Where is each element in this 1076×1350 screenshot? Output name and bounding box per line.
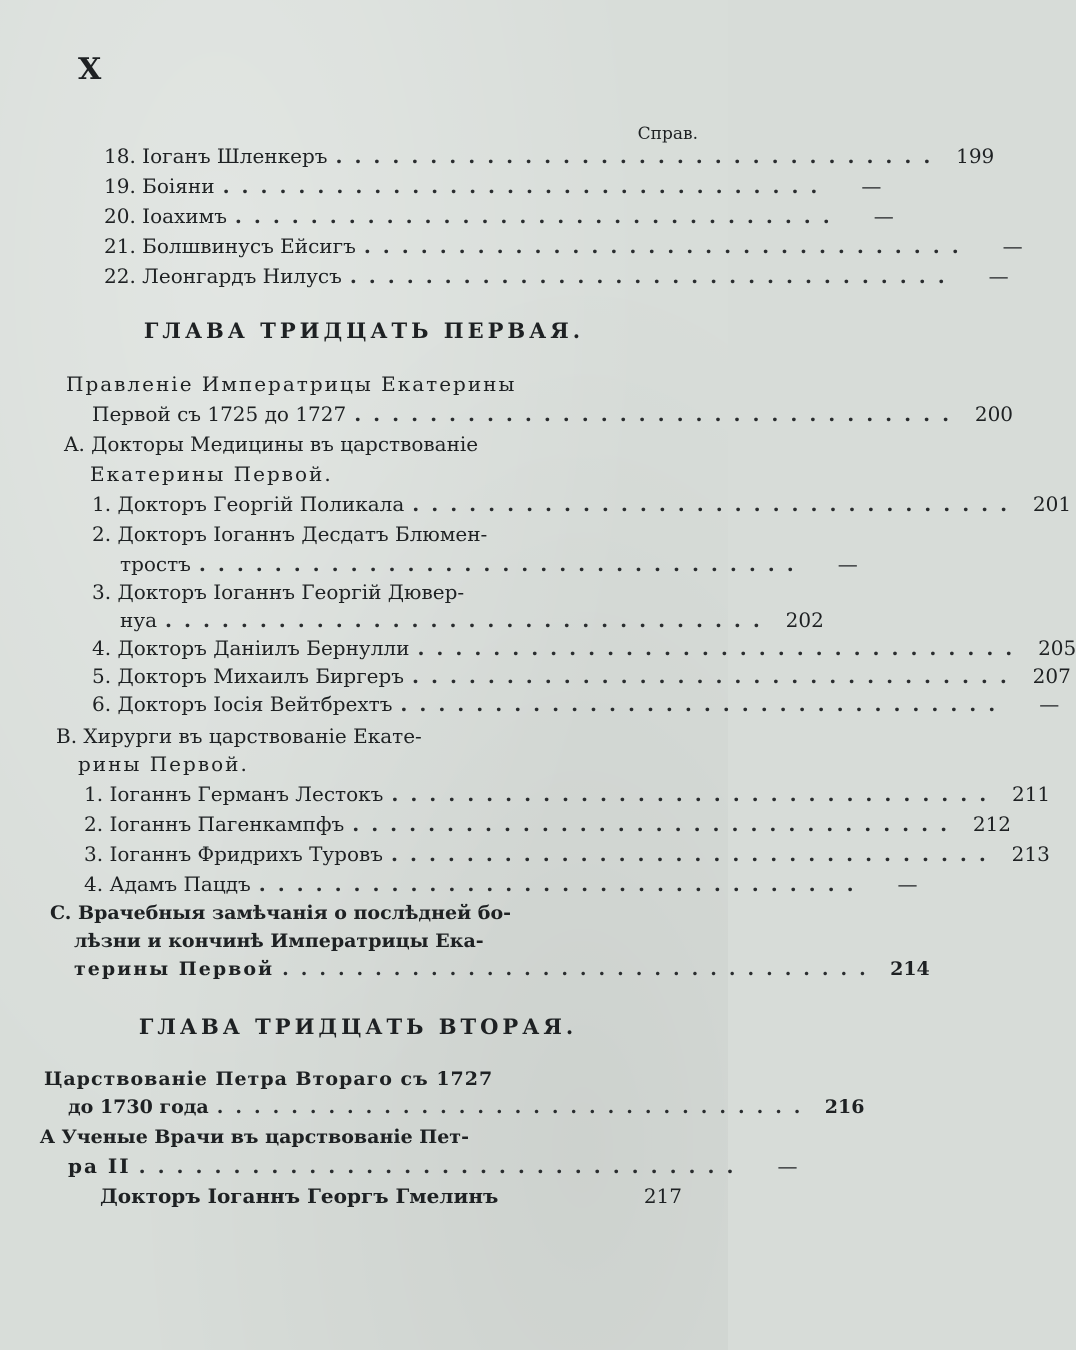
- toc-entry: 1. Іоганнъ Германъ Лестокъ ................................ 211: [84, 782, 1051, 806]
- toc-entry: Докторъ Іоганнъ Георгъ Гмелинъ 217: [100, 1184, 682, 1208]
- toc-entry: 2. Іоганнъ Пагенкампфъ ................................ 212: [84, 812, 1012, 836]
- toc-entry: терины Первой ................................ 214: [74, 958, 930, 980]
- section-heading: A Ученые Врачи въ царствованіе Пет-: [40, 1126, 469, 1148]
- toc-entry: нуа ................................ 202: [120, 608, 824, 632]
- toc-entry: 20. Іоахимъ ................................ —: [104, 204, 894, 228]
- page-column-header: Справ.: [637, 124, 698, 144]
- leader-dots: ................................: [216, 1096, 813, 1118]
- leader-dots: ................................: [412, 492, 1020, 516]
- leader-dots: ................................: [400, 692, 1008, 716]
- toc-entry: 18. Іоганъ Шленкеръ ................................ 199: [104, 144, 995, 168]
- chapter-intro-line: Царствованіе Петра Втораго съ 1727: [44, 1068, 494, 1090]
- section-heading-cont: рины Первой.: [78, 752, 249, 776]
- toc-entry: 22. Леонгардъ Нилусъ ................................ —: [104, 264, 1009, 288]
- leader-dots: ................................: [349, 264, 957, 288]
- leader-dots: ................................: [354, 402, 962, 426]
- toc-entry-line: 3. Докторъ Іоганнъ Георгій Дювер-: [92, 580, 465, 604]
- toc-entry: 3. Іоганнъ Фридрихъ Туровъ ................................ 213: [84, 842, 1050, 866]
- page-number: X: [78, 52, 103, 87]
- leader-dots: ................................: [417, 636, 1025, 660]
- leader-dots: ................................: [138, 1154, 746, 1178]
- leader-dots: ................................: [412, 664, 1019, 688]
- chapter-heading: ГЛАВА ТРИДЦАТЬ ПЕРВАЯ.: [143, 318, 585, 343]
- leader-dots: ................................: [222, 174, 830, 198]
- toc-entry: тростъ ................................ —: [120, 552, 858, 576]
- leader-dots: ................................: [165, 608, 772, 632]
- chapter-intro-line: Правленіе Императрицы Екатерины: [66, 372, 517, 396]
- section-heading: B. Хирурги въ царствованіе Екате-: [56, 724, 422, 748]
- toc-entry: 21. Болшвинусъ Ейсигъ ................................ —: [104, 234, 1023, 258]
- leader-dots: ................................: [282, 958, 878, 980]
- toc-entry: 4. Докторъ Даніилъ Бернулли ................................ 205: [92, 636, 1076, 660]
- leader-dots: ................................: [391, 842, 998, 866]
- toc-entry-line: 2. Докторъ Іоганнъ Десдатъ Блюмен-: [92, 522, 488, 546]
- section-heading: A. Докторы Медицины въ царствованіе: [64, 432, 479, 456]
- leader-dots: ................................: [198, 552, 806, 576]
- toc-entry: 6. Докторъ Іосія Вейтбрехтъ ................................ —: [92, 692, 1060, 716]
- toc-entry: 1. Докторъ Георгій Поликала ................................ 201: [92, 492, 1072, 516]
- toc-entry: Первой съ 1725 до 1727 ................................ 200: [92, 402, 1014, 426]
- section-heading-cont: лѣзни и кончинѣ Императрицы Ека-: [74, 930, 484, 952]
- toc-entry: 19. Боіяни ................................ —: [104, 174, 882, 198]
- chapter-heading: ГЛАВА ТРИДЦАТЬ ВТОРАЯ.: [138, 1014, 578, 1039]
- leader-dots: ................................: [352, 812, 960, 836]
- toc-entry: ра II ................................ —: [68, 1154, 798, 1178]
- toc-entry: 5. Докторъ Михаилъ Биргеръ ................................ 207: [92, 664, 1071, 688]
- leader-dots: ................................: [258, 872, 866, 896]
- leader-dots: ................................: [391, 782, 999, 806]
- leader-dots: ................................: [234, 204, 842, 228]
- section-heading: C. Врачебныя замѣчанія о послѣдней бо-: [50, 902, 512, 924]
- leader-dots: ................................: [335, 144, 943, 168]
- toc-entry: 4. Адамъ Пацдъ ................................ —: [84, 872, 918, 896]
- leader-dots: ................................: [363, 234, 971, 258]
- toc-entry: до 1730 года ................................ 216: [68, 1096, 865, 1118]
- section-heading-cont: Екатерины Первой.: [90, 462, 333, 486]
